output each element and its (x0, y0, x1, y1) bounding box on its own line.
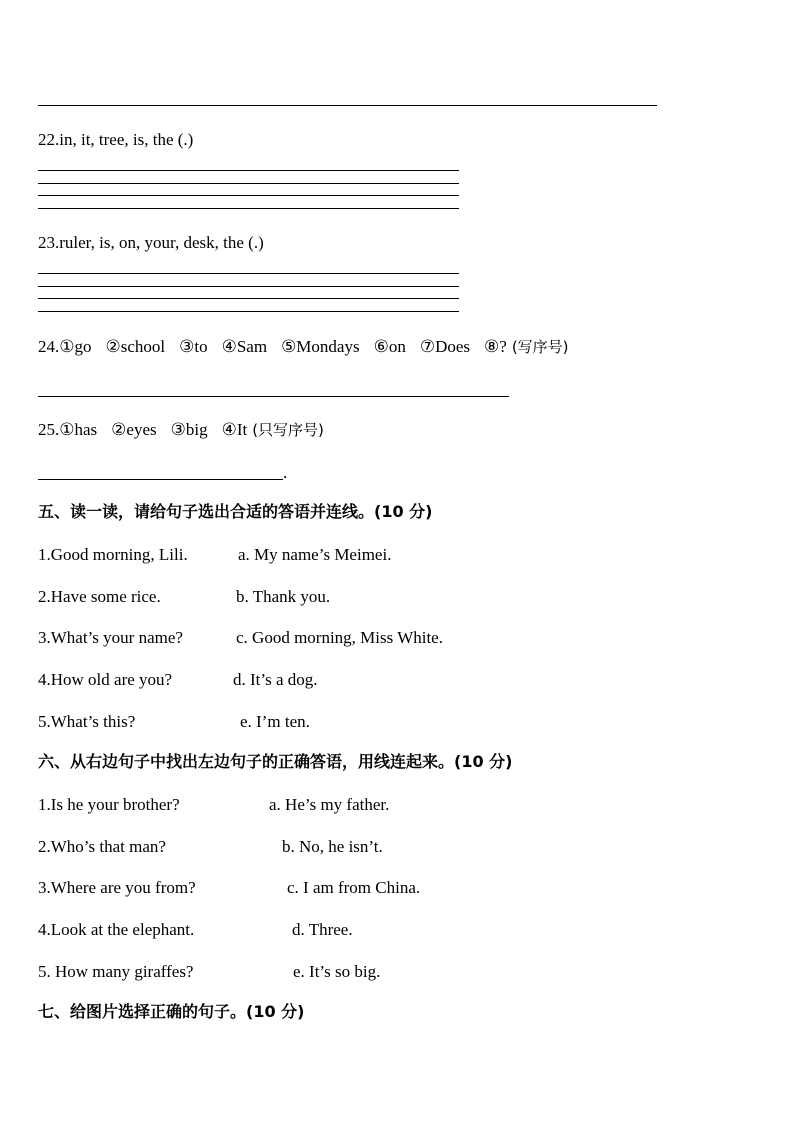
match-right-item: a. He’s my father. (269, 795, 390, 814)
word-option: ①has (59, 420, 98, 439)
word-option: ⑦Does (419, 337, 471, 356)
match-right-item: a. My name’s Meimei. (238, 545, 392, 564)
sentence-end-period: . (283, 463, 288, 482)
answer-line (38, 273, 459, 274)
match-right-item: c. Good morning, Miss White. (236, 628, 443, 647)
match-left-item: 4.Look at the elephant. (38, 920, 195, 939)
question-number: 24. (38, 337, 60, 356)
word-option: ②eyes (111, 420, 157, 439)
word-option: ①go (59, 337, 92, 356)
word-option: ⑤Mondays (281, 337, 360, 356)
answer-line (38, 208, 459, 209)
word-option: ③big (170, 420, 208, 439)
section-5-title: 五、读一读，请给句子选出合适的答语并连线。(10 分) (38, 502, 433, 521)
match-left-item: 2.Who’s that man? (38, 837, 166, 856)
question-23: 23.ruler, is, on, your, desk, the (.) (38, 233, 264, 252)
question-number: 25. (38, 420, 60, 439)
instruction-note: (只写序号) (252, 421, 324, 439)
match-right-item: c. I am from China. (287, 878, 421, 897)
match-left-item: 2.Have some rice. (38, 587, 161, 606)
word-option: ⑥on (373, 337, 406, 356)
answer-line (38, 170, 459, 171)
match-left-item: 5. How many giraffes? (38, 962, 194, 981)
answer-line (38, 286, 459, 287)
answer-line (38, 311, 459, 312)
match-left-item: 4.How old are you? (38, 670, 173, 689)
match-right-item: d. It’s a dog. (233, 670, 318, 689)
match-left-item: 5.What’s this? (38, 712, 136, 731)
instruction-note: (写序号) (511, 338, 569, 356)
word-option: ④Sam (221, 337, 268, 356)
word-option: ④It (221, 420, 248, 439)
match-left-item: 1.Good morning, Lili. (38, 545, 188, 564)
section-6-title: 六、从右边句子中找出左边句子的正确答语，用线连起来。(10 分) (38, 752, 513, 771)
question-22: 22.in, it, tree, is, the (.) (38, 130, 194, 149)
answer-line (38, 195, 459, 196)
match-right-item: e. It’s so big. (293, 962, 381, 981)
match-right-item: e. I’m ten. (240, 712, 310, 731)
match-left-item: 3.What’s your name? (38, 628, 183, 647)
answer-line (38, 183, 459, 184)
section-7-title: 七、给图片选择正确的句子。(10 分) (38, 1002, 305, 1021)
answer-line (38, 396, 509, 397)
question-25 (38, 420, 324, 440)
word-option: ⑧? (484, 337, 507, 356)
match-right-item: d. Three. (292, 920, 353, 939)
match-left-item: 3.Where are you from? (38, 878, 196, 897)
word-option: ②school (105, 337, 166, 356)
answer-line (38, 105, 657, 106)
answer-line (38, 479, 283, 480)
answer-line (38, 298, 459, 299)
question-24 (38, 337, 569, 357)
match-right-item: b. Thank you. (236, 587, 331, 606)
match-right-item: b. No, he isn’t. (282, 837, 383, 856)
match-left-item: 1.Is he your brother? (38, 795, 180, 814)
word-option: ③to (179, 337, 208, 356)
